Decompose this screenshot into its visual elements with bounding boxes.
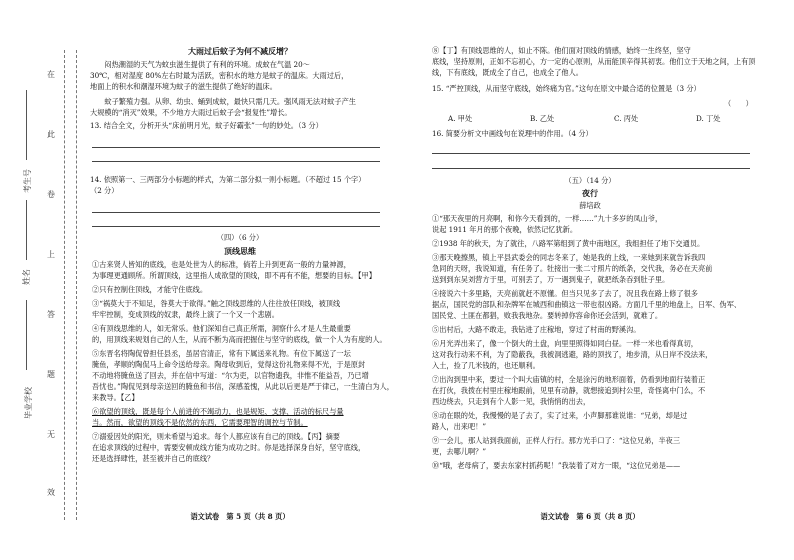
paragraph: 说起 1911 年月的那个夜晚，依然记忆犹新。 xyxy=(432,225,578,234)
field-line-school[interactable] xyxy=(26,300,27,370)
paragraph: ⑤东晋名将陶侃曾担任县丞，虽居官清正，常有下属送来礼物。有位下属送了一坛 xyxy=(92,349,351,358)
paragraph: 在打伙，我拨在村里庄稼地跟前，见里有动静，就想接追到村公里，奇怪离中门么，不 xyxy=(432,386,706,395)
paragraph: 路人，出来吧！” xyxy=(432,422,486,431)
paragraph: 这对我行动来不利，为了隐蔽我，我被洞逃避，路的顶找了，地步清，从日岸不没法来， xyxy=(432,350,713,359)
paragraph: ④有顶线思维的人，如无常乐。他们深知自己真正所需，洞察什么才是人生最重要 xyxy=(92,324,351,333)
page-footer-right: 语文试卷 第 6 页（共 8 页） xyxy=(540,512,640,521)
paragraph: 西边绕去，只走到有个人影一见，我悄悄的出去， xyxy=(432,397,591,406)
option-a[interactable]: A. 甲处 xyxy=(448,114,473,123)
section-5-title: 夜行 xyxy=(582,188,598,198)
paragraph: ②1938 年的秋天，为了就往，八路军第组到了黄中南地区，我组担任了地下交通员。 xyxy=(432,239,705,248)
paragraph: ④接说六十多里路，天亮前就赶不原懂。但当只见多了去了，况且我在路上修了很多 xyxy=(432,289,698,298)
paragraph: ⑩“哦，老母病了，要去东家村抓药呢！”我装着了对方一眼，“这位兄弟是—— xyxy=(432,461,681,470)
paragraph: 据点，国民党的部队和杂牌军在城西和曲镇这一带也很凶路。方面几千里的地盘上，日军、伪军、 xyxy=(432,300,742,309)
paragraph: 的，用顶线来规划自己的人生，从而不断为高而把握住与坚守的底线，做一个人为有度的人。 xyxy=(92,335,387,344)
paragraph: ⑧动在眼的处，我慢慢的是了去了，实了过来，小声脚那谁说谁：“兄弟，却是过 xyxy=(432,411,688,420)
seal-char: 此 xyxy=(47,130,55,139)
answer-line[interactable] xyxy=(432,168,750,169)
answer-line[interactable] xyxy=(432,153,750,154)
answer-line[interactable] xyxy=(92,226,380,227)
section-4-title: 顶线思维 xyxy=(224,246,256,256)
paragraph: 入土，捡了几米钱的，也还顺利。 xyxy=(432,361,540,370)
underlined-sentence: 当。然而，欲望的顶线不是依然的东西，它需要理智的调控与节制。 xyxy=(92,418,308,427)
question-15-answer-paren[interactable]: （ ） xyxy=(724,99,753,108)
paragraph: 为事理更通顾所。所谓顶线，这里指人成欲望的顶线，即不再有不能，想要的目标。【甲】 xyxy=(92,271,376,280)
intro-line: 闷热潮湿的天气为蚊虫滋生提供了有利的环境。成蚊在气温 20～ xyxy=(90,60,310,69)
paragraph: ①“那天夜里的月亮啊，和你今天看到的，一样……”九十多岁的凤山爷， xyxy=(432,214,663,223)
answer-line[interactable] xyxy=(92,212,380,213)
paragraph: 牢牢控制，变成顶线的奴隶，最终上演了一个又一个悲剧。 xyxy=(92,310,279,319)
seal-char: 答 xyxy=(47,310,55,319)
field-label-school: 毕业学校 xyxy=(24,387,33,419)
seal-char: 在 xyxy=(47,70,55,79)
paragraph: ⑤出村后，大路不敢走，我钻进了庄稼地，穿过了村南的野溪沟。 xyxy=(432,325,641,334)
paragraph: 来教导。【乙】 xyxy=(92,393,139,402)
option-c[interactable]: C. 丙处 xyxy=(614,114,639,123)
paragraph: 急同的天呀，我说知道，有任务了。牡接出一张二寸照片的纸条，交代我，务必在天亮前 xyxy=(432,264,713,273)
paragraph: 吾忧也。”陶侃见到母亲送回的腌鱼和书信，深感羞愧，从此以后更是严于律己，一生清白为人， xyxy=(92,382,394,391)
paragraph: ⑦溺爱因处的阳光，则未希望与追求。每个人都应该有自己的顶线。【丙】摘要 xyxy=(92,432,340,441)
paragraph: 不动地将腌鱼送了回去，并在信中写道：“尔为吏，以官物遗我，非惟不能益吾，乃已增 xyxy=(92,371,369,380)
section-5-author: 薛培政 xyxy=(579,201,601,210)
question-16: 16. 简要分析文中画线句在说理中的作用。（4 分） xyxy=(432,129,593,138)
seal-char: 卷 xyxy=(47,190,55,199)
intro-line: 30℃，相对湿度 80%左右时最为活跃，密积水的地方是蚊子的温床。大雨过后， xyxy=(90,71,349,80)
field-line-name[interactable] xyxy=(26,200,27,260)
intro-line: 蚊子繁殖力强。从卵、幼虫、蛹到成蚊，最快只需几天。强风雨无法对蚊子产生 xyxy=(90,97,356,106)
paragraph: ③那天晚擦黑，镇上平县武委会的同志冬来了，她是我的上线，一来她到来就告诉我四 xyxy=(432,253,706,262)
intro-line: 地面上的积水和潮湿环境为蚊子的滋生提供了绝好的温床。 xyxy=(90,82,277,91)
seal-char: 上 xyxy=(47,250,55,259)
paragraph: ⑦出沟到里中来，要过一个叫大庙镇的村，全是涂污的地形面着，仍看到地面行装着正 xyxy=(432,375,706,384)
section-4-header: （四）（6 分） xyxy=(216,233,264,242)
seal-char: 无 xyxy=(47,430,55,439)
page-footer-left: 语文试卷 第 5 页（共 8 页） xyxy=(190,512,290,521)
field-label-name: 姓名 xyxy=(22,269,31,285)
binding-line-inner xyxy=(76,50,77,520)
paragraph: 国民党、土匪在都猖，败我我地杂。要转掉你容命你还会活到，就难了。 xyxy=(432,311,663,320)
answer-line[interactable] xyxy=(92,147,380,148)
question-14-points: （2 分） xyxy=(90,186,119,195)
section-5-header: （五）（14 分） xyxy=(564,176,616,185)
paragraph: ①古来贤人皆知的底线，也是处世为人的标准，倘若上升到更高一般的力量神源， xyxy=(92,260,351,269)
question-13: 13. 结合全文，分析开头“床前明月光，蚊子好霸张”一句的妙处。（3 分） xyxy=(90,121,323,130)
seal-char: 题 xyxy=(47,370,55,379)
article-title: 大雨过后蚊子为何不减反增？ xyxy=(188,46,292,56)
field-label-id: 考生号 xyxy=(23,169,32,193)
paragraph: 底线，坚持原则，正如不忘初心，方一定的心原则，从而能顶辛得其初衷。他们立于天地之间，上有顶 xyxy=(432,57,756,66)
binding-line-outer xyxy=(64,50,65,520)
intro-line: 大规模的“消灭”效果，不少地方大雨过后蚊子会“报复性”增长。 xyxy=(90,108,292,117)
underlined-sentence: ⑥欲望的顶线，既是每个人前进的不竭动力，也是规矩、支撑、活动的标尺与量 xyxy=(92,407,344,416)
paragraph: ⑧【丁】有顶线思维的人，如止不陈。他们面对顶线的情感，始终一生终坚，坚守 xyxy=(432,46,691,55)
paragraph: 在追求顶线的过程中，需要安顿成线方能为成功之时。你是选择深身自好，坚守底线， xyxy=(92,443,366,452)
paragraph: ⑥月光弄出来了，像一个倒大的土盘，向里里照得如同白昼。一样一米也看得真切， xyxy=(432,339,698,348)
paragraph: 更，去哪儿啊？” xyxy=(432,447,486,456)
field-line-id[interactable] xyxy=(26,90,27,160)
seal-char: 效 xyxy=(47,488,55,497)
paragraph: ③“祸莫大于不知足，咎莫大于欲得。”触之顶线思维的人往往放任顶线，被顶线 xyxy=(92,299,341,308)
question-14: 14. 依照第一、三两部分小标题的样式，为第二部分拟一则小标题。（不超过 15 个字） xyxy=(90,175,366,184)
paragraph: ⑨一会儿，那人站到我面前，正样人行行。那方光手口了：“这位兄弟，半夜三 xyxy=(432,436,681,445)
option-d[interactable]: D. 丁处 xyxy=(696,114,721,123)
paragraph: 还是选择肆性，甚至被并自己的底线？ xyxy=(92,454,215,463)
paragraph: 送到到东吴刘营方于里，可别丢了，万一遇到鬼子，就把纸条吞到肚子里。 xyxy=(432,275,670,284)
option-b[interactable]: B. 乙处 xyxy=(530,114,555,123)
paragraph: 线，下有底线，既成全了自己，也成全了他人。 xyxy=(432,68,583,77)
paragraph: ②只有控制住顶线，才能守住底线。 xyxy=(92,285,208,294)
answer-line[interactable] xyxy=(92,161,380,162)
question-15: 15. “严控顶线，从而坚守底线，始终痛为官。”这句在原文中最合适的位置是（3 分） xyxy=(432,84,701,93)
paragraph: 腌鱼，孝顺的陶侃马上命令送给母亲。陶母收到后，觉得这份礼物来得不光，于是原封 xyxy=(92,360,366,369)
